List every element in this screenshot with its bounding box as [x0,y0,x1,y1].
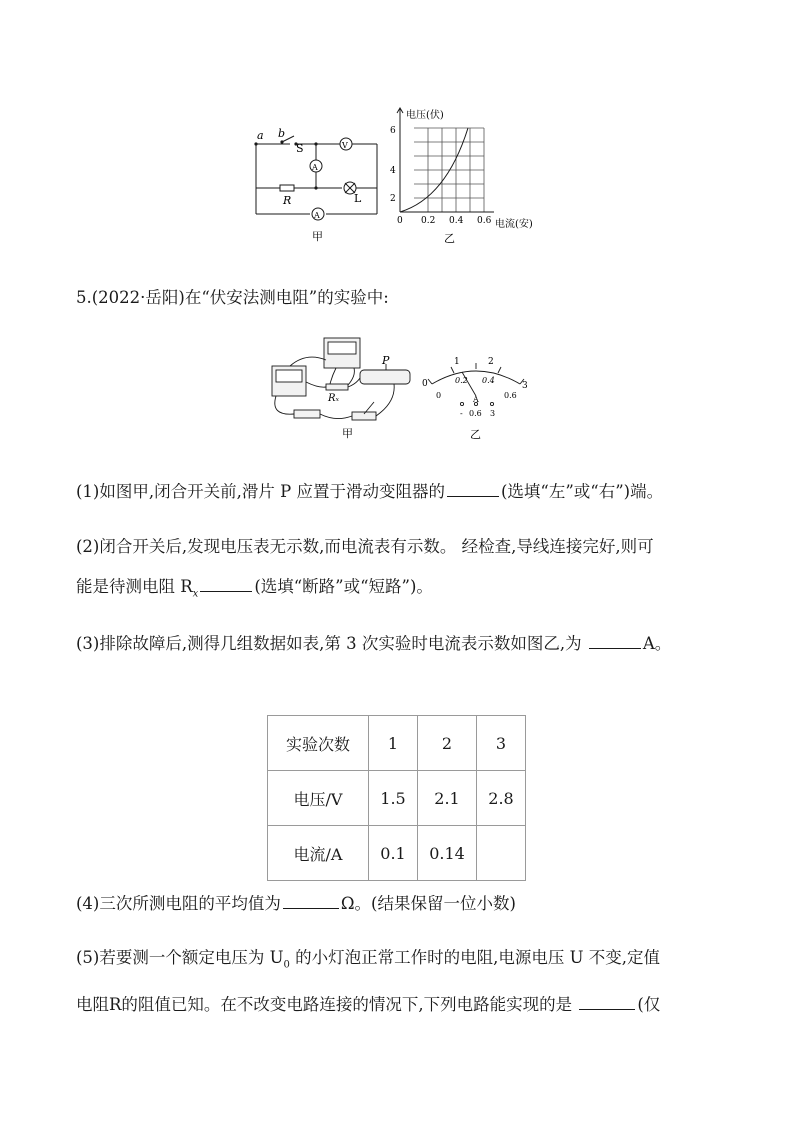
lamp-label: L [354,192,362,205]
terminal-minus: - [460,409,463,418]
table-header-trial: 实验次数 [268,716,369,771]
graph-xtick-04: 0.4 [449,216,464,226]
node-b-label: b [278,127,286,140]
graph-caption: 乙 [444,232,455,245]
rx-subscript: x [192,588,199,600]
voltmeter-label: V [342,141,348,150]
table-voltage-label: 电压/V [268,771,369,826]
table-header-1: 1 [369,716,418,771]
dial-top-2: 2 [488,357,494,367]
part-3-unit: A。 [642,634,672,653]
table-voltage-2: 2.1 [418,771,477,826]
table-header-3: 3 [477,716,526,771]
part-5-line-2 [76,993,660,1016]
part-1-text: (1)如图甲,闭合开关前,滑片 P 应置于滑动变阻器的 [76,482,445,501]
voltage-current-graph [388,106,548,246]
apparatus-diagram [266,332,416,444]
dial-bottom-04: 0.4 [482,376,495,385]
part-5-text-c: 电阻R的阻值已知。在不改变电路连接的情况下,下列电路能实现的是 [76,995,573,1014]
table-current-2: 0.14 [418,826,477,881]
dial-top-0: 0 [422,379,428,389]
dial-bottom-02: 0.2 [455,376,468,385]
table-current-label: 电流/A [268,826,369,881]
part-2-text: 能是待测电阻 R [76,577,193,596]
part-5-answer-blank[interactable] [579,993,635,1010]
part-2-line-2 [76,575,433,605]
dial-top-3: 3 [522,381,528,391]
ammeter-dial [418,350,534,446]
graph-ytick-6: 6 [390,126,396,136]
part-4 [76,892,516,915]
graph-ylabel: 电压(伏) [406,110,444,121]
part-5-text-b: 的小灯泡正常工作时的电阻,电源电压 U 不变,定值 [289,948,661,967]
circuit-diagram-top [240,124,390,244]
part-1-answer-blank[interactable] [447,480,499,497]
circuit-caption: 甲 [312,230,323,243]
part-3-text: (3)排除故障后,测得几组数据如表,第 3 次实验时电流表示数如图乙,为 [76,634,582,653]
graph-xtick-06: 0.6 [477,216,492,226]
table-row [268,826,526,881]
slider-p-label: P [382,354,390,367]
table-voltage-1: 1.5 [369,771,418,826]
part-5-text-a: (5)若要测一个额定电压为 U [76,948,284,967]
terminal-06: 0.6 [469,409,482,418]
table-voltage-3: 2.8 [477,771,526,826]
part-4-text: (4)三次所测电阻的平均值为 [76,894,281,913]
dial-top-1: 1 [454,357,460,367]
part-3-answer-blank[interactable] [589,632,641,649]
part-5-text-d: (仅 [637,995,661,1014]
graph-xtick-02: 0.2 [421,216,436,226]
part-5-line-1 [76,947,660,976]
dial-unit: A [473,395,479,404]
part-4-answer-blank[interactable] [283,892,339,909]
question-header: 5.(2022·岳阳)在“伏安法测电阻”的实验中: [76,288,389,307]
dial-bottom-06: 0.6 [504,391,517,400]
part-2-hint: (选填“断路”或“短路”)。 [254,577,433,596]
graph-ytick-2: 2 [390,194,396,204]
ammeter-label-1: A [312,163,318,172]
dial-caption: 乙 [470,428,481,441]
table-current-1: 0.1 [369,826,418,881]
graph-ytick-4: 4 [390,166,396,176]
part-4-hint: Ω。(结果保留一位小数) [340,894,516,913]
part-3 [76,632,671,655]
part-2-answer-blank[interactable] [200,575,252,592]
resistor-label: R [283,194,292,207]
apparatus-caption: 甲 [342,427,353,440]
table-current-3[interactable] [477,826,526,881]
node-a-label: a [257,129,264,142]
table-row [268,771,526,826]
part-1 [76,480,663,503]
table-header-2: 2 [418,716,477,771]
terminal-3: 3 [490,409,496,418]
dial-bottom-0: 0 [436,391,442,400]
rx-label: Rₓ [328,393,340,404]
u0-subscript: 0 [283,959,290,971]
graph-xtick-0: 0 [397,216,403,226]
part-2-line-1: (2)闭合开关后,发现电压表无示数,而电流表有示数。 经检查,导线连接完好,则可 [76,537,654,556]
ammeter-label-2: A [314,211,320,220]
data-table [267,715,526,881]
part-1-hint: (选填“左”或“右”)端。 [500,482,664,501]
graph-xlabel: 电流(安) [495,219,533,230]
table-row [268,716,526,771]
switch-label: S [296,142,304,155]
